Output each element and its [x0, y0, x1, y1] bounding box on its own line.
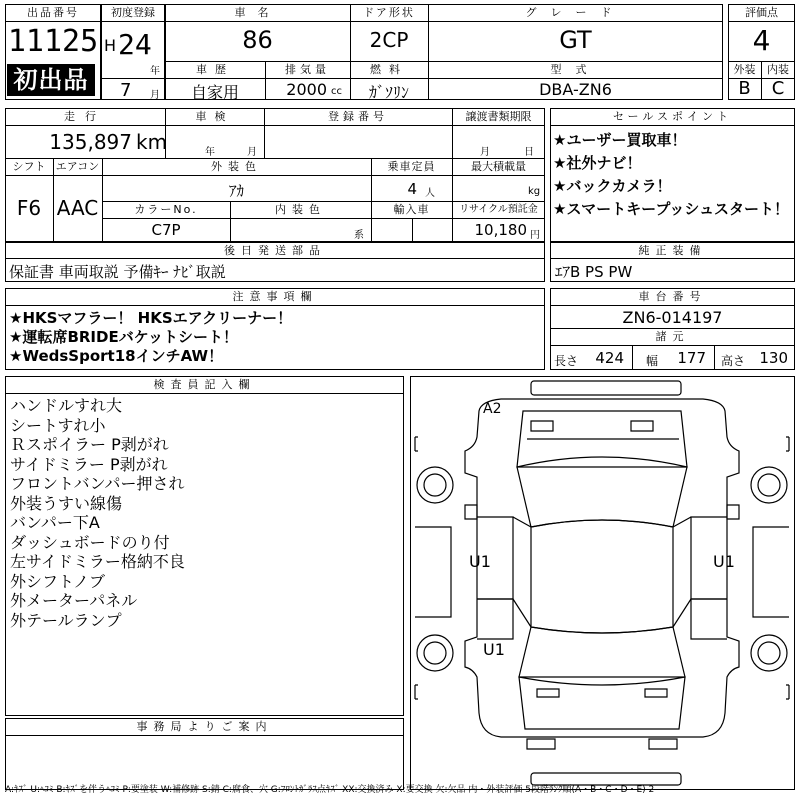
notes-label: 注意事項欄 — [232, 290, 318, 303]
displacement-label: 排気量 — [285, 63, 330, 76]
model: DBA-ZN6 — [539, 80, 612, 99]
color-no: C7P — [151, 221, 181, 239]
inspector-item: サイドミラー P剥がれ — [10, 454, 168, 474]
shift-label: シフト — [12, 160, 46, 173]
history: 自家用 — [190, 83, 239, 102]
transfer-month-unit: 月 — [480, 147, 490, 158]
interior-label: 内装 — [767, 63, 789, 76]
interior-grade: C — [771, 78, 785, 99]
inspector-item: 外テールランプ — [10, 610, 122, 630]
inspector-item: 外シフトノブ — [10, 571, 106, 591]
notes-list — [9, 309, 292, 366]
model-label: 型式 — [550, 63, 601, 76]
height-label: 高さ — [721, 354, 746, 368]
aircon-label: エアコン — [55, 160, 100, 173]
office-label: 事務局よりご案内 — [136, 720, 273, 733]
damage-mark: U1 — [469, 552, 491, 571]
door-type: 2CP — [369, 28, 409, 52]
recycle-deposit: 10,180 — [474, 221, 527, 239]
car-name-label: 車名 — [234, 6, 281, 19]
displacement: 2000 — [286, 80, 327, 99]
inspector-item: シートすれ小 — [10, 415, 106, 435]
sales-point: ★バックカメラ！ — [553, 177, 672, 195]
damage-mark: U1 — [713, 552, 735, 571]
km-unit: km — [136, 130, 168, 154]
legend: A:ｷｽﾞ U:ﾍｺﾐ B:ｷｽﾞを伴うﾍｺﾐ P:要塗装 W:補修跡 S:錆 C:腐食、穴 G:ﾌﾛﾝﾄｶﾞﾗｽ点ｷｽﾞ XX:交換済み X:要交換 欠:欠品 内・外装評価 5段階ﾗﾝｸ順(A・B・C・D・E) 2 — [5, 785, 655, 795]
cc-unit: cc — [331, 86, 342, 97]
equipment: ｴｱB PS PW — [555, 263, 633, 281]
fuel: ｶﾞｿﾘﾝ — [368, 83, 409, 102]
height: 130 — [759, 349, 788, 367]
sales-point: ★社外ナビ！ — [553, 154, 642, 172]
history-label: 車歴 — [196, 63, 234, 76]
load-label: 最大積載量 — [471, 160, 526, 173]
door-label: ドア形状 — [363, 6, 415, 19]
chassis-label: 車台番号 — [638, 290, 707, 303]
equipment-label: 純正装備 — [638, 244, 707, 257]
yen-unit: 円 — [530, 230, 540, 241]
transfer-day-unit: 日 — [524, 147, 534, 158]
inspector-item: 左サイドミラー格納不良 — [10, 552, 185, 571]
recycle-label: リサイクル預託金 — [459, 204, 538, 215]
exterior-label: 外装 — [733, 63, 756, 76]
width-label: 幅 — [646, 354, 659, 368]
sales-point: ★ユーザー買取車！ — [553, 131, 687, 149]
first-registration-label: 初度登録 — [111, 6, 155, 19]
lot-number: 11125 — [7, 24, 99, 59]
capacity-unit: 人 — [425, 188, 435, 199]
inspector-item: Ｒスポイラー P剥がれ — [10, 435, 169, 454]
registration-year: 24 — [118, 28, 152, 61]
dimensions-label: 諸元 — [655, 330, 690, 343]
color-label: 外装色 — [211, 160, 262, 173]
length: 424 — [595, 349, 624, 367]
first-listing-badge: 初出品 — [7, 64, 95, 96]
capacity: 4 — [407, 180, 417, 198]
sales-points-list — [553, 129, 793, 221]
car-diagram-svg — [411, 377, 794, 789]
damage-mark: U1 — [483, 640, 505, 659]
import-label: 輸入車 — [393, 203, 430, 216]
mileage: 135,897 — [49, 130, 132, 154]
capacity-label: 乗車定員 — [387, 160, 436, 173]
width: 177 — [677, 349, 706, 367]
grade: GT — [559, 26, 592, 54]
inspector-item: バンパー下A — [10, 513, 100, 532]
inspection-month-unit: 月 — [247, 147, 257, 158]
inspector-list — [10, 396, 185, 630]
inspection-label: 車検 — [195, 110, 234, 123]
month-unit: 月 — [150, 90, 160, 101]
inspector-item: 外装うすい線傷 — [10, 493, 123, 513]
chassis-number: ZN6-014197 — [622, 308, 723, 327]
damage-mark: A2 — [483, 401, 502, 417]
inspector-item: フロントバンパー押され — [10, 474, 185, 493]
fuel-label: 燃料 — [370, 63, 408, 76]
note-item: ★HKSマフラー！ HKSエアクリーナー！ — [9, 309, 293, 327]
note-item: ★運転席BRIDEバケットシート！ — [9, 328, 238, 346]
sales-point: ★スマートキープッシュスタート！ — [553, 200, 790, 218]
later-parts-label: 後日発送部品 — [224, 244, 326, 257]
transfer-label: 譲渡書類期限 — [465, 110, 532, 123]
score: 4 — [752, 24, 771, 57]
inspector-label: 検査員記入欄 — [153, 378, 256, 391]
color-no-label: カラーNo. — [134, 203, 198, 216]
interior-color-label: 内装色 — [275, 203, 326, 216]
plate-label: 登録番号 — [328, 110, 388, 123]
length-label: 長さ — [554, 354, 579, 368]
sales-points-label: セールスポイント — [612, 110, 732, 123]
note-item: ★WedsSport18インチAW！ — [9, 347, 224, 365]
year-unit: 年 — [150, 66, 160, 77]
car-diagram — [410, 376, 795, 790]
exterior-grade: B — [738, 78, 751, 99]
grade-label: グレード — [525, 6, 626, 19]
inspector-item: ダッシュボードのり付 — [10, 532, 170, 552]
score-label: 評価点 — [745, 6, 778, 19]
era-mark: H — [104, 36, 117, 55]
car-name: 86 — [242, 26, 273, 54]
inspection-year-unit: 年 — [205, 147, 215, 158]
mileage-label: 走行 — [64, 110, 106, 123]
lot-number-label: 出品番号 — [27, 6, 79, 19]
later-parts: 保証書 車両取説 予備ｷｰ ﾅﾋﾞ取説 — [9, 263, 226, 281]
inspector-item: ハンドルすれ大 — [10, 396, 123, 415]
registration-month: 7 — [120, 80, 132, 101]
inspector-item: 外メーターパネル — [10, 591, 138, 610]
aircon: AAC — [56, 196, 99, 220]
shift: F6 — [16, 196, 42, 220]
load-unit: kg — [528, 186, 541, 197]
exterior-color: ｱｶ — [228, 182, 244, 200]
interior-color-unit: 系 — [354, 230, 364, 241]
